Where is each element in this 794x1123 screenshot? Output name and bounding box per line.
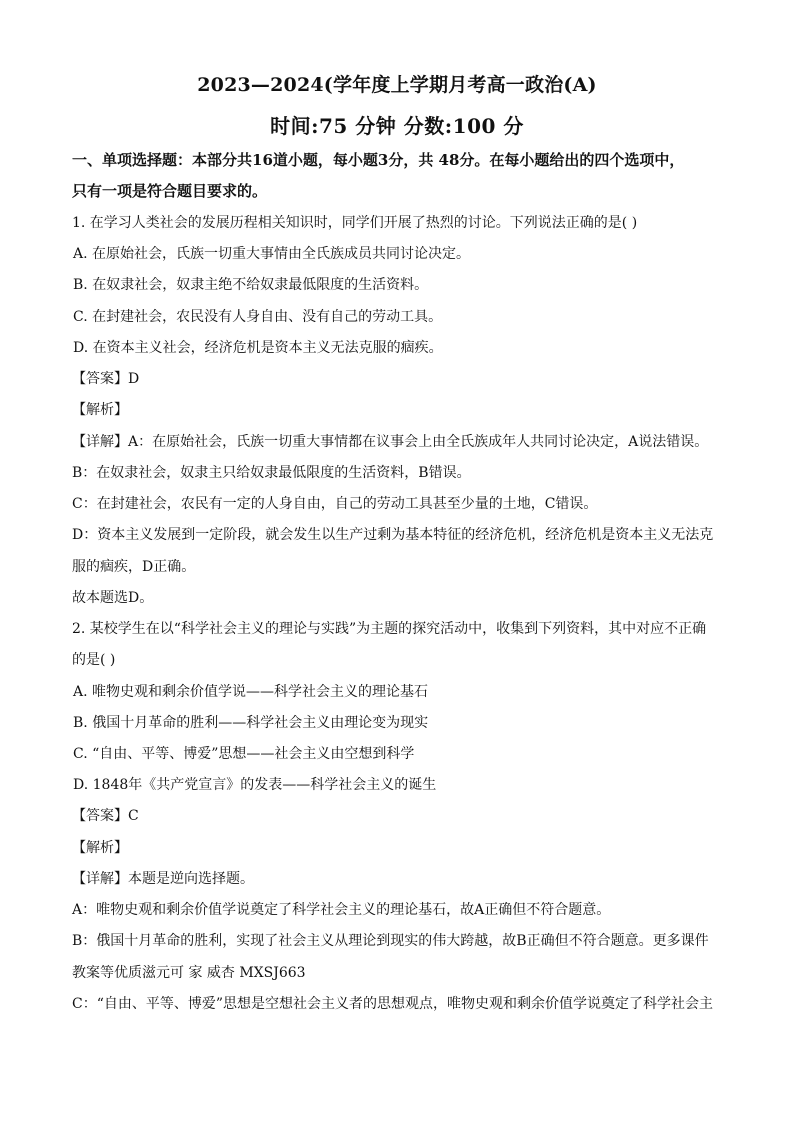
section-heading-line-2: 只有一项是符合题目要求的。	[72, 182, 268, 200]
question-1-detail-line: B：在奴隶社会，奴隶主只给奴隶最低限度的生活资料，B错误。	[72, 465, 471, 481]
question-1-option-d: D. 在资本主义社会，经济危机是资本主义无法克服的痼疾。	[73, 340, 443, 356]
question-2-analysis-label: 【解析】	[72, 840, 128, 856]
question-1-option-a: A. 在原始社会，氏族一切重大事情由全氏族成员共同讨论决定。	[73, 246, 471, 262]
question-2-option-b: B. 俄国十月革命的胜利——科学社会主义由理论变为现实	[73, 715, 429, 731]
question-2-option-c: C. “自由、平等、博爱”思想——社会主义由空想到科学	[73, 746, 415, 762]
question-2-option-d: D. 1848年《共产党宣言》的发表——科学社会主义的诞生	[73, 777, 437, 793]
question-1-detail-line: D：资本主义发展到一定阶段，就会发生以生产过剩为基本特征的经济危机，经济危机是资本主义无法克	[72, 527, 714, 543]
question-1-answer: 【答案】D	[72, 371, 140, 387]
question-2-detail-line: 教案等优质滋元可 家 威杏 MXSJ663	[72, 965, 306, 981]
question-1-stem: 1. 在学习人类社会的发展历程相关知识时，同学们开展了热烈的讨论。下列说法正确的是( )	[72, 215, 638, 231]
question-2-detail-line: 【详解】本题是逆向选择题。	[72, 871, 254, 887]
question-1-option-c: C. 在封建社会，农民没有人身自由、没有自己的劳动工具。	[73, 309, 443, 325]
question-2-answer: 【答案】C	[72, 808, 139, 824]
question-2-stem-line-2: 的是( )	[72, 652, 116, 668]
document-subtitle: 时间:75 分钟 分数:100 分	[270, 114, 524, 138]
question-1-conclusion: 故本题选D。	[72, 590, 154, 606]
question-1-detail-line: 服的痼疾，D正确。	[72, 559, 196, 575]
question-1-detail-line: 【详解】A：在原始社会，氏族一切重大事情都在议事会上由全氏族成年人共同讨论决定，A说法错误。	[72, 434, 709, 450]
question-2-detail-line: A：唯物史观和剩余价值学说奠定了科学社会主义的理论基石，故A正确但不符合题意。	[72, 902, 611, 918]
question-1-analysis-label: 【解析】	[72, 402, 128, 418]
question-2-detail-line: B：俄国十月革命的胜利，实现了社会主义从理论到现实的伟大跨越，故B正确但不符合题意。更多课件	[72, 933, 709, 949]
question-2-option-a: A. 唯物史观和剩余价值学说——科学社会主义的理论基石	[73, 684, 429, 700]
question-1-option-b: B. 在奴隶社会，奴隶主绝不给奴隶最低限度的生活资料。	[73, 277, 429, 293]
question-2-detail-line: C：“自由、平等、博爱”思想是空想社会主义者的思想观点，唯物史观和剩余价值学说奠定了科学社会主	[72, 996, 714, 1012]
section-heading-line-1: 一、单项选择题：本部分共16道小题，每小题3分，共 48分。在每小题给出的四个选项中，	[72, 151, 685, 169]
question-2-stem-line-1: 2. 某校学生在以“科学社会主义的理论与实践”为主题的探究活动中，收集到下列资料，其中对应不正确	[72, 621, 707, 637]
document-title: 2023—2024(学年度上学期月考高一政治(A)	[197, 74, 597, 96]
question-1-detail-line: C：在封建社会，农民有一定的人身自由，自己的劳动工具甚至少量的土地，C错误。	[72, 496, 598, 512]
